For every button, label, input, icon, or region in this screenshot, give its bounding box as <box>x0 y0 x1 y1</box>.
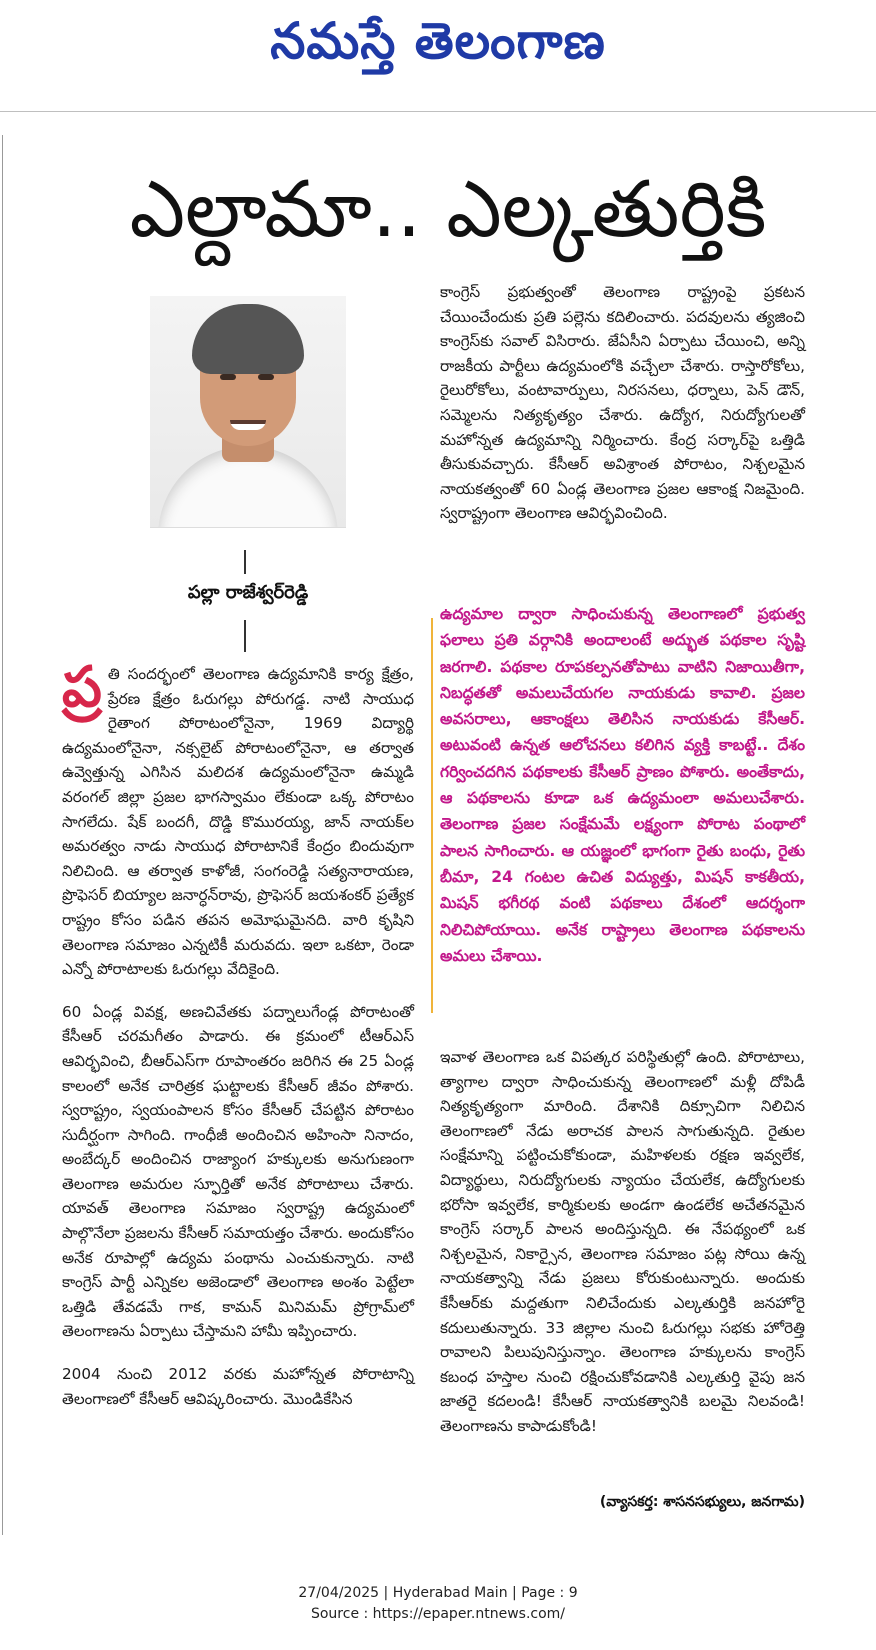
article-paragraph: ఇవాళ తెలంగాణ ఒక విపత్కర పరిస్థితుల్లో ఉంది. పోరాటాలు, త్యాగాల ద్వారా సాధించుకున్న తెలంగాణలో మళ్లీ దోపిడీ నిత్యకృత్యంగా మారింది. దేశానికి దిక్సూచిగా నిలిచిన తెలంగాణలో నేడు అరాచక పాలన సాగుతున్నది. రైతుల సంక్షేమాన్ని పట్టించుకోకుండా, మహిళలకు రక్షణ ఇవ్వలేక, విద్యార్థులు, నిరుద్యోగులకు న్యాయం చేయలేక, ఉద్యోగులకు భరోసా ఇవ్వలేక, కార్మికులకు అండగా ఉండలేక అచేతనమైన కాంగ్రెస్‌ సర్కార్‌ పాలన అందిస్తున్నది. ఈ నేపథ్యంలో ఒక నిశ్చలమైన, నికార్సైన, తెలంగాణ సమాజం పట్ల సోయి ఉన్న నాయకత్వాన్ని నేడు ప్రజలు కోరుకుంటున్నారు. అందుకు కేసీఆర్‌కు మద్దతుగా నిలిచేందుకు ఎల్కతుర్తికి జనహోరై కదులుతున్నారు. 33 జిల్లాల నుంచి ఓరుగల్లు సభకు హోరెత్తి రావాలని పిలుపునిస్తున్నాం. తెలంగాణ హక్కులను కాంగ్రెస్‌ కబంధ హస్తాల నుంచి రక్షించుకోవడానికి ఎల్కతుర్తి వైపు జన జాతరై కదలండి! కేసీఆర్‌ నాయకత్వానికి బలమై నిలవండి! తెలంగాణను కాపాడుకోండి! <box>440 1048 805 1435</box>
masthead-divider <box>0 111 876 112</box>
edition-info: 27/04/2025 | Hyderabad Main | Page : 9 <box>298 1585 578 1601</box>
article-paragraph: 2004 నుంచి 2012 వరకు మహోన్నత పోరాటాన్ని తెలంగాణలో కేసీఆర్‌ ఆవిష్కరించారు. మొండికేసిన <box>62 1365 414 1408</box>
callout-accent-bar <box>431 618 433 1013</box>
newspaper-logo: నమస్తే తెలంగాణ <box>270 12 606 70</box>
article-paragraph: 60 ఏండ్ల వివక్ష, అణచివేతకు పద్నాలుగేండ్ల పోరాటంతో కేసీఆర్‌ చరమగీతం పాడారు. ఈ క్రమంలో టీఆర్‌ఎస్‌ ఆవిర్భవించి, బీఆర్‌ఎస్‌గా రూపాంతరం జరిగిన ఈ 25 ఏండ్ల కాలంలో అనేక చారిత్రక ఘట్టాలకు కేసీఆర్‌ జీవం పోశారు. స్వరాష్ట్రం, స్వయంపాలన కోసం కేసీఆర్‌ చేపట్టిన పోరాటం సుదీర్ఘంగా సాగింది. గాంధీజీ అందించిన అహింసా నినాదం, అంబేద్కర్‌ అందించిన రాజ్యాంగ హక్కులకు అనుగుణంగా తెలంగాణ అమరుల స్ఫూర్తితో అనేక పోరాటాలు చేశారు. యావత్‌ తెలంగాణ సమాజం స్వరాష్ట్ర ఉద్యమంలో పాల్గొనేలా ప్రజలను కేసీఆర్‌ సమాయత్తం చేశారు. అందుకోసం అనేక రూపాల్లో ఉద్యమ పంథాను ఎంచుకున్నారు. నాటి కాంగ్రెస్‌ పార్టీ ఎన్నికల అజెండాలో తెలంగాణ అంశం పెట్టేలా ఒత్తిడి తేవడమే గాక, కామన్‌ మినిమమ్‌ ప్రోగ్రామ్‌లో తెలంగాణను ఏర్పాటు చేస్తామని హామీ ఇప్పించారు. <box>62 1002 414 1341</box>
source-link[interactable]: Source : https://epaper.ntnews.com/ <box>310 1606 566 1622</box>
drop-cap: ప్ర <box>62 655 102 720</box>
left-column <box>62 655 414 1542</box>
page-footer <box>0 1583 876 1625</box>
author-designation: (వ్యాసకర్త: శాసనసభ్యులు, జనగామ) <box>599 1494 805 1510</box>
pull-quote: ఉద్యమాల ద్వారా సాధించుకున్న తెలంగాణలో ప్రభుత్వ ఫలాలు ప్రతి వర్గానికి అందాలంటే అద్భుత పథకాల సృష్టి జరగాలి. పథకాల రూపకల్పనతోపాటు వాటిని నిజాయితీగా, నిబద్ధతతో అమలుచేయగల నాయకుడు కావాలి. ప్రజల అవసరాలు, ఆకాంక్షలు తెలిసిన నాయకుడు కేసీఆర్‌. అటువంటి ఉన్నత ఆలోచనలు కలిగిన వ్యక్తి కాబట్టే.. దేశం గర్వించదగిన పథకాలకు కేసీఆర్‌ ప్రాణం పోశారు. అంతేకాదు, ఆ పథకాలను కూడా ఒక ఉద్యమంలా అమలుచేశారు. తెలంగాణ ప్రజల సంక్షేమమే లక్ష్యంగా పోరాట పంథాలో పాలన సాగించారు. ఆ యజ్ఞంలో భాగంగా రైతు బంధు, రైతు బీమా, 24 గంటల ఉచిత విద్యుత్తు, మిషన్‌ కాకతీయ, మిషన్‌ భగీరథ వంటి పథకాలు దేశంలో ఆదర్శంగా నిలిచిపోయాయి. అనేక రాష్ట్రాలు తెలంగాణ పథకాలను అమలు చేశాయి. <box>440 605 805 965</box>
author-byline: పల్లా రాజేశ్వర్‌రెడ్డి <box>187 582 309 603</box>
right-column-bottom <box>440 1045 805 1439</box>
right-column-top <box>440 280 805 526</box>
byline-rule-top <box>244 550 246 574</box>
page-left-rule <box>2 135 3 1535</box>
article-headline: ఎల్దామా.. ఎల్కతుర్తికి <box>129 165 767 255</box>
byline-rule-bottom <box>244 620 246 652</box>
article-paragraph: కాంగ్రెస్‌ ప్రభుత్వంతో తెలంగాణ రాష్ట్రంపై ప్రకటన చేయించేందుకు ప్రతి పల్లెను కదిలించారు. పదవులను త్యజించి కాంగ్రెస్‌కు సవాల్‌ విసిరారు. జేఏసీని ఏర్పాటు చేయించి, అన్ని రాజకీయ పార్టీలు ఉద్యమంలోకి వచ్చేలా చేశారు. రాస్తారోకోలు, రైలురోకోలు, వంటావార్పులు, నిరసనలు, ధర్నాలు, పెన్‌ డౌన్‌, సమ్మెలను నిత్యకృత్యం చేశారు. ఉద్యోగ, నిరుద్యోగులతో మహోన్నత ఉద్యమాన్ని నిర్మించారు. కేంద్ర సర్కార్‌పై ఒత్తిడి తీసుకువచ్చారు. కేసీఆర్‌ అవిశ్రాంత పోరాటం, నిశ్చలమైన నాయకత్వంతో 60 ఏండ్ల తెలంగాణ ప్రజల ఆకాంక్ష నిజమైంది. స్వరాష్ట్రంగా తెలంగాణ ఆవిర్భవించింది. <box>440 283 805 523</box>
article-paragraph: ప్ర తి సందర్భంలో తెలంగాణ ఉద్యమానికి కార్య క్షేత్రం, ప్రేరణ క్షేత్రం ఓరుగల్లు పోరుగడ్డ. నాటి సాయుధ రైతాంగ పోరాటంలోనైనా, 1969 విద్యార్థి ఉద్యమంలోనైనా, నక్సలైట్‌ పోరాటంలోనైనా, ఆ తర్వాత ఉవ్వెత్తున్న ఎగిసిన మలిదశ ఉద్యమంలోనైనా ఉమ్మడి వరంగల్‌ జిల్లా ప్రజల భాగస్వామం లేకుండా ఒక్క పోరాటం సాగలేదు. షేక్‌ బందగీ, దొడ్డి కొమురయ్య, జాన్‌ నాయక్‌ల అమరత్వం నాడు సాయుధ పోరాటానికే కేంద్రం బిందువుగా నిలిచింది. ఆ తర్వాత కాళోజీ, సంగంరెడ్డి సత్యనారాయణ, ప్రొఫెసర్‌ బియ్యాల జనార్ధన్‌రావు, ప్రొఫెసర్‌ జయశంకర్‌ ప్రత్యేక రాష్ట్రం కోసం పడిన తపన అమోఘమైనది. వారి కృషిని తెలంగాణ సమాజం ఎన్నటికీ మరువదు. ఇలా ఒకటా, రెండా ఎన్నో పోరాటాలకు ఓరుగల్లు వేదికైంది. <box>62 655 414 979</box>
author-photo <box>150 296 346 528</box>
masthead <box>0 0 876 110</box>
